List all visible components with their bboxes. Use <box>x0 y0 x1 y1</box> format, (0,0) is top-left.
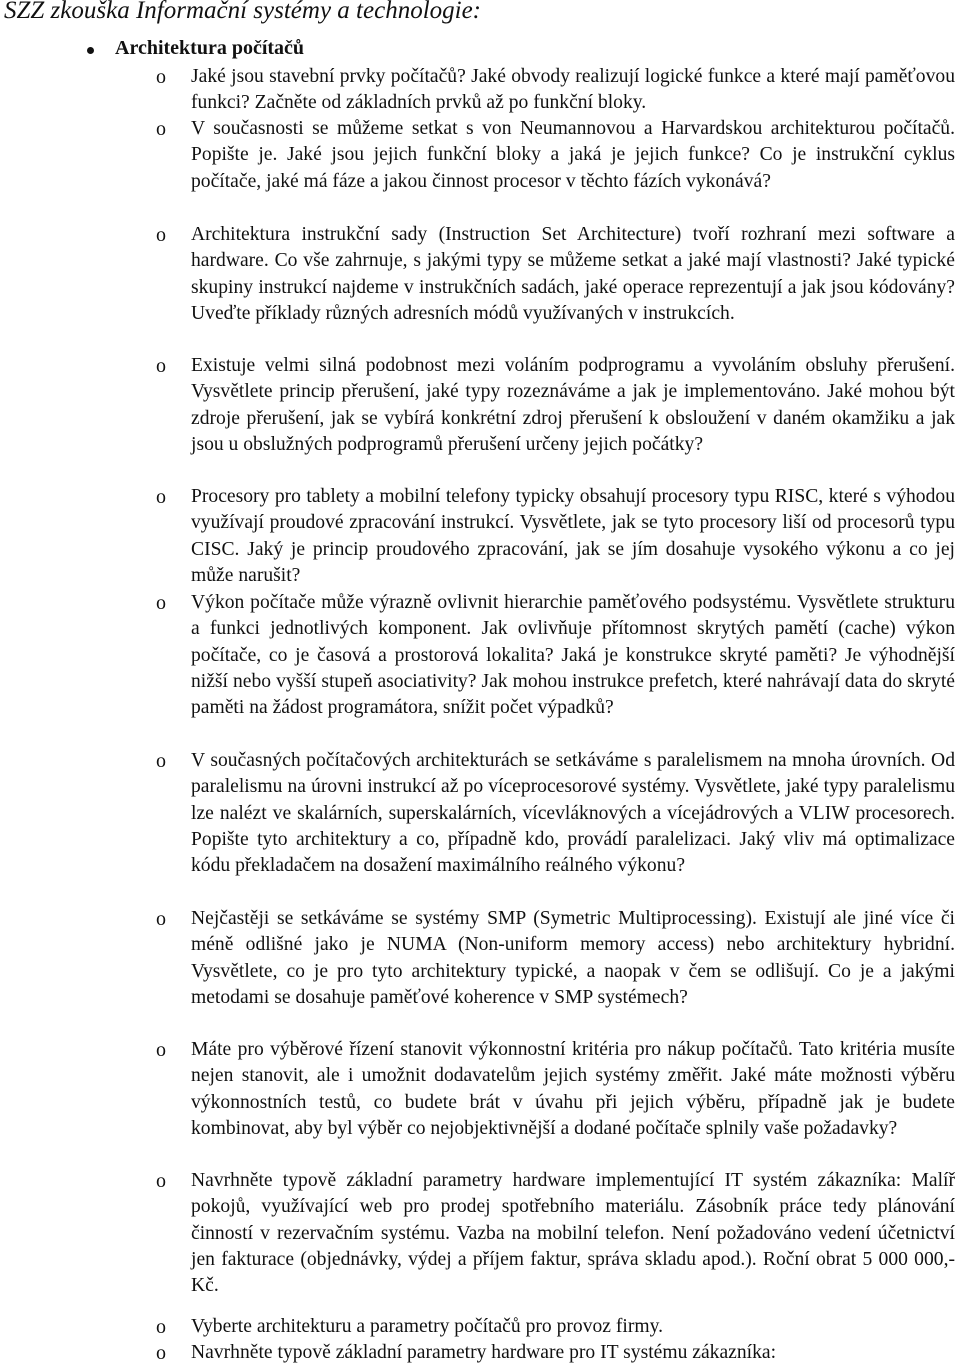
question-text: V současnosti se můžeme setkat s von Neumannovou a Harvardskou architekturou počítačů. Popište je. Jaké jsou jejich funkční bloky a jaká je jejich funkce? Co je instrukční cyklus počítače, jaké má fáze a jakou činnost procesor v těchto fázích vykonává? <box>191 118 955 192</box>
question-text: Vyberte architekturu a parametry počítačů pro provoz firmy. <box>191 1316 664 1337</box>
bullet-icon <box>87 47 94 54</box>
question-item <box>0 222 960 354</box>
question-item <box>0 1037 960 1169</box>
section-heading <box>0 36 960 64</box>
list-marker: o <box>156 592 166 614</box>
question-item <box>0 590 960 748</box>
list-marker: o <box>156 750 166 772</box>
question-text: Procesory pro tablety a mobilní telefony typicky obsahují procesory typu RISC, které s výhodou využívají proudové zpracování instrukcí. Vysvětlete, jak se tyto procesory liší od procesorů typu CISC. Jaký je princip proudového zpracování, jak se jím dosahuje vysokého výkonu a co jej může narušit? <box>191 486 955 586</box>
question-item <box>0 906 960 1038</box>
list-marker: o <box>156 118 166 140</box>
question-item <box>0 748 960 906</box>
question-text: Existuje velmi silná podobnost mezi voláním podprogramu a vyvoláním obsluhy přerušení. Vysvětlete princip přerušení, jaké typy rozeznáváme a jak je implementováno. Jaké mohou být zdroje přerušení, jak se vybírá konkrétní zdroj přerušení k obsloužení v daném okamžiku a jak jsou u obslužných podprogramů přerušení určeny jejich počátky? <box>191 355 955 455</box>
question-text: Výkon počítače může výrazně ovlivnit hierarchie paměťového podsystému. Vysvětlete strukturu a funkci jednotlivých komponent. Jak ovlivňuje přítomnost skrytých pamětí (cache) výkon počítače, co je časová a prostorová lokalita? Jaká je konstrukce skryté paměti? Je výhodnější nižší nebo vyšší stupeň asociativity? Jak mohou instrukce prefetch, které nahrávají data do skryté paměti na žádost programátora, snížit počet výpadků? <box>191 592 955 719</box>
question-text: V současných počítačových architekturách se setkáváme s paralelismem na mnoha úrovních. Od paralelismu na úrovni instrukcí až po víceprocesorové systémy. Vysvětlete, jaké typy paralelismu lze nalézt ve skalárních, superskalárních, vícevláknových a vícejádrových a VLIW procesorech. Popište tyto architektury a co, případně kdo, provádí paralelizaci. Jaký vliv má optimalizace kódu překladačem na dosažení maximálního reálného výkonu? <box>191 750 955 877</box>
list-marker: o <box>156 908 166 930</box>
question-item <box>0 1314 960 1340</box>
list-marker: o <box>156 1170 166 1192</box>
list-marker: o <box>156 224 166 246</box>
section-title: Architektura počítačů <box>115 37 305 59</box>
question-item <box>0 484 960 589</box>
question-text: Jaké jsou stavební prvky počítačů? Jaké obvody realizují logické funkce a které mají paměťovou funkci? Začněte od základních prvků až po funkční bloky. <box>191 66 955 114</box>
list-marker: o <box>156 66 166 88</box>
question-text: Navrhněte typově základní parametry hardware pro IT systému zákazníka: <box>191 1342 777 1363</box>
question-text: Architektura instrukční sady (Instruction Set Architecture) tvoří rozhraní mezi software a hardware. Co vše zahrnuje, s jakými typy se můžeme setkat a jaké mají vlastnosti? Jaké typické skupiny instrukcí najdeme v instrukčních sadách, jaké operace reprezentují a jak jsou kódovány? Uveďte příklady různých adresních módů využívaných v instrukcích. <box>191 224 955 324</box>
list-marker: o <box>156 1316 166 1338</box>
list-marker: o <box>156 355 166 377</box>
question-item <box>0 1168 960 1326</box>
question-item <box>0 353 960 485</box>
question-text: Nejčastěji se setkáváme se systémy SMP (Symetric Multiprocessing). Existují ale jiné více či méně odlišné jako je NUMA (Non-uniform memory access) nebo architektury hybridní. Vysvětlete, co je pro tyto architektury typické, a naopak v čem se odlišují. Co je a jakými metodami se dosahuje paměťové koherence v SMP systémech? <box>191 908 955 1008</box>
list-marker: o <box>156 486 166 508</box>
document-title: SZZ zkouška Informační systémy a technologie: <box>4 0 482 24</box>
question-item <box>0 116 960 221</box>
question-text: Máte pro výběrové řízení stanovit výkonnostní kritéria pro nákup počítačů. Tato kritéria musíte nejen stanovit, ale i umožnit dodavatelům jejich systémy změřit. Jaké máte možnosti výběru výkonnostních testů, co budete brát v úvahu při jejich výběru, případně jak je budete kombinovat, aby byl výběr co nejobjektivnější a dodané počítače splnily vaše požadavky? <box>191 1039 955 1139</box>
question-item <box>0 1340 960 1366</box>
list-marker: o <box>156 1039 166 1061</box>
list-marker: o <box>156 1342 166 1364</box>
question-text: Navrhněte typově základní parametry hardware implementující IT systém zákazníka: Malíř pokojů, využívající web pro prodej spotřebního materiálu. Zásobník práce tedy plánování činností v rezervačním systému. Vazba na mobilní telefon. Není požadováno vedení účetnictví jen fakturace (objednávky, výdej a příjem faktur, správa skladu apod.). Roční obrat 5 000 000,- Kč. <box>191 1170 955 1297</box>
